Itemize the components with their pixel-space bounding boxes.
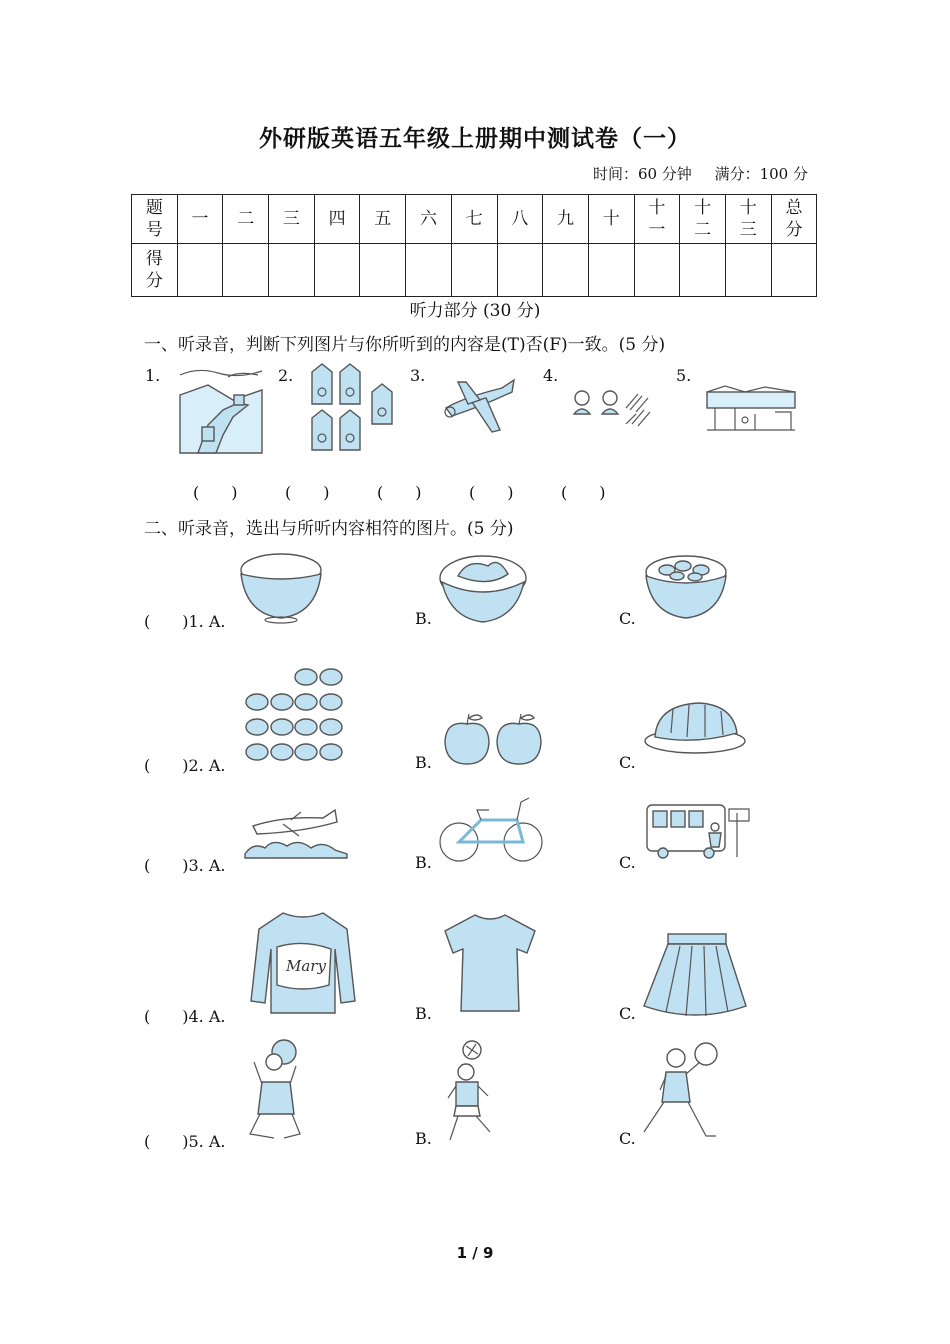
score-cell[interactable] [771, 244, 817, 297]
q4-option-c[interactable]: C. [619, 1004, 636, 1023]
bus-picture[interactable] [645, 803, 753, 859]
apples-picture[interactable] [442, 710, 544, 766]
score-cell[interactable] [177, 244, 223, 297]
col-11: 十一 [634, 195, 680, 244]
col-9: 九 [543, 195, 589, 244]
noodles-bowl-picture[interactable] [438, 548, 528, 626]
q4-label: ( )4. A. [144, 1007, 226, 1026]
bread-picture[interactable] [643, 697, 747, 755]
score-table-header-row [132, 195, 817, 244]
q2-label: ( )2. A. [144, 756, 226, 775]
score-cell[interactable] [725, 244, 771, 297]
q5-option-b[interactable]: B. [415, 1129, 432, 1148]
q1-option-b[interactable]: B. [415, 609, 432, 628]
rice-bowl-picture[interactable] [238, 550, 324, 624]
score-cell[interactable] [360, 244, 406, 297]
milk-cartons-picture [308, 362, 396, 454]
score-cell[interactable] [680, 244, 726, 297]
skirt-picture[interactable] [642, 932, 748, 1020]
col-8: 八 [497, 195, 543, 244]
q1-label: ( )1. A. [144, 612, 226, 631]
col-13: 十三 [725, 195, 771, 244]
col-5: 五 [360, 195, 406, 244]
col-3: 三 [269, 195, 315, 244]
q1-option-c[interactable]: C. [619, 609, 636, 628]
plane-picture[interactable] [243, 802, 349, 860]
p1-answer-blank[interactable]: ( ) [469, 483, 514, 502]
col-1: 一 [177, 195, 223, 244]
score-cell[interactable] [223, 244, 269, 297]
great-wall-picture [178, 365, 264, 455]
p1-item-number: 2. [278, 366, 294, 385]
p1-answer-blank[interactable]: ( ) [377, 483, 422, 502]
bike-picture[interactable] [437, 794, 545, 864]
score-cell[interactable] [269, 244, 315, 297]
football-boy-picture[interactable] [446, 1040, 496, 1146]
score-cell[interactable] [451, 244, 497, 297]
p1-answer-blank[interactable]: ( ) [193, 483, 238, 502]
q5-option-c[interactable]: C. [619, 1129, 636, 1148]
sweater-picture[interactable] [247, 909, 359, 1017]
basketball-girl-picture[interactable] [640, 1040, 722, 1142]
p1-answer-blank[interactable]: ( ) [285, 483, 330, 502]
score-cell[interactable] [497, 244, 543, 297]
exam-meta [575, 163, 808, 184]
q3-option-b[interactable]: B. [415, 853, 432, 872]
score-cell[interactable] [588, 244, 634, 297]
volleyball-girl-picture[interactable] [244, 1038, 310, 1142]
score-table [131, 194, 817, 297]
p1-item-number: 1. [145, 366, 161, 385]
q5-label: ( )5. A. [144, 1132, 226, 1151]
p1-item-number: 5. [676, 366, 692, 385]
page-title: 外研版英语五年级上册期中测试卷（一） [259, 126, 691, 152]
score-label-cell: 得分 [132, 244, 178, 297]
score-cell[interactable] [406, 244, 452, 297]
p1-item-number: 4. [543, 366, 559, 385]
score-cell[interactable] [634, 244, 680, 297]
children-chopsticks-picture [572, 388, 656, 430]
col-2: 二 [223, 195, 269, 244]
score-table-score-row [132, 244, 817, 297]
col-7: 七 [451, 195, 497, 244]
col-4: 四 [314, 195, 360, 244]
time-limit: 时间：60 分钟 [592, 165, 692, 183]
sweater-text: Mary [286, 957, 326, 975]
sweets-picture[interactable] [245, 666, 349, 764]
col-12: 十二 [680, 195, 726, 244]
p1-item-number: 3. [410, 366, 426, 385]
header-label-cell: 题号 [132, 195, 178, 244]
part2-instruction: 二、听录音，选出与所听内容相符的图片。(5 分) [144, 519, 514, 539]
col-6: 六 [406, 195, 452, 244]
q3-label: ( )3. A. [144, 856, 226, 875]
q2-option-b[interactable]: B. [415, 753, 432, 772]
col-total: 总分 [771, 195, 817, 244]
t-shirt-picture[interactable] [443, 913, 537, 1013]
p1-answer-blank[interactable]: ( ) [561, 483, 606, 502]
full-score: 满分：100 分 [714, 165, 808, 183]
q4-option-b[interactable]: B. [415, 1004, 432, 1023]
dumplings-bowl-picture[interactable] [643, 550, 729, 624]
page-number: 1 / 9 [456, 1244, 494, 1262]
q3-option-c[interactable]: C. [619, 853, 636, 872]
p1-answer-row [193, 480, 653, 503]
airplane-picture [442, 372, 520, 438]
listening-heading: 听力部分 (30 分) [409, 301, 541, 321]
q2-option-c[interactable]: C. [619, 753, 636, 772]
score-cell[interactable] [543, 244, 589, 297]
part1-instruction: 一、听录音，判断下列图片与你所听到的内容是(T)否(F)一致。(5 分) [144, 335, 666, 355]
park-scene-picture [705, 384, 797, 434]
score-cell[interactable] [314, 244, 360, 297]
col-10: 十 [588, 195, 634, 244]
